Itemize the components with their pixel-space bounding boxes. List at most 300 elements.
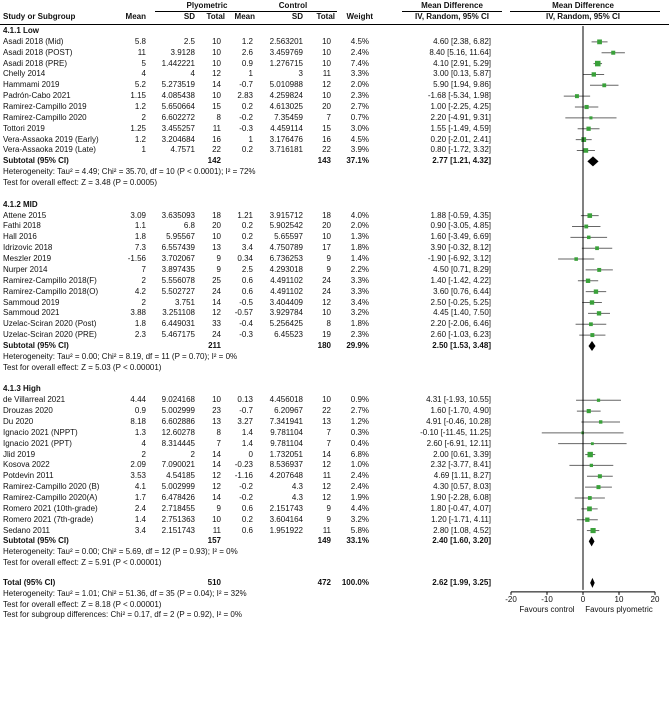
ctrl-sd: 3.716181 — [269, 145, 303, 155]
md-ci-text: 1.90 [-2.28, 6.08] — [430, 492, 491, 502]
ctrl-total: 22 — [322, 145, 331, 155]
plyo-mean: 2 — [141, 275, 146, 285]
ctrl-sd: 4.293018 — [269, 264, 303, 274]
study-name: Ignacio 2021 (NPPT) — [3, 427, 78, 437]
ctrl-mean: 1.21 — [237, 210, 253, 220]
ctrl-total: 22 — [322, 406, 331, 416]
plyo-mean: 3.88 — [130, 308, 146, 318]
md-ci-text: 2.20 [-4.91, 9.31] — [430, 112, 491, 122]
ctrl-total: 10 — [322, 308, 331, 318]
ctrl-sd: 7.35459 — [274, 112, 303, 122]
md-ci-text: 2.80 [1.08, 4.52] — [433, 525, 491, 535]
plyo-sd: 2 — [190, 449, 195, 459]
ctrl-mean: 0.2 — [241, 221, 253, 231]
effect-square — [591, 528, 596, 533]
effect-square — [598, 474, 602, 478]
plyo-mean: 2 — [141, 112, 146, 122]
plyo-sd: 5.650664 — [161, 102, 195, 112]
effect-square — [588, 496, 592, 500]
total-heterogeneity: Heterogeneity: Tau² = 1.01; Chi² = 51.36, df = 35 (P = 0.04); I² = 32% — [3, 588, 247, 598]
plyo-mean: 2 — [141, 449, 146, 459]
subgroup-title: 4.1.1 Low — [3, 26, 40, 35]
study-name: Ramirez-Campillo 2020(A) — [3, 492, 98, 502]
x-tick-label: -10 — [541, 594, 553, 604]
plyo-mean: 1.1 — [134, 221, 146, 231]
study-name: Ramirez-Campillo 2019 — [3, 102, 87, 112]
effect-square — [586, 279, 590, 283]
ctrl-total: 10 — [322, 36, 331, 46]
weight: 5.8% — [350, 525, 369, 535]
weight: 1.3% — [350, 232, 369, 242]
effect-square — [595, 61, 601, 67]
ctrl-total: 24 — [322, 275, 331, 285]
header-md-stat: Mean Difference — [421, 1, 483, 10]
ctrl-total: 10 — [322, 58, 331, 68]
study-name: Uzelac-Sciran 2020 (PRE) — [3, 330, 97, 340]
subtotal-ci-text: 2.77 [1.21, 4.32] — [432, 156, 491, 166]
plyo-total: 15 — [212, 102, 221, 112]
study-name: Drouzas 2020 — [3, 406, 53, 416]
plyo-total: 10 — [212, 58, 221, 68]
heterogeneity-text: Heterogeneity: Tau² = 0.00; Chi² = 8.19, df = 11 (P = 0.70); I² = 0% — [3, 351, 238, 361]
ctrl-mean: 2.83 — [237, 91, 253, 101]
col-weight: Weight — [346, 12, 373, 21]
weight: 2.4% — [350, 471, 369, 481]
plyo-total: 9 — [216, 254, 221, 264]
plyo-total: 33 — [212, 319, 221, 329]
plyo-total: 8 — [216, 112, 221, 122]
study-name: Ramirez-Campillo 2018(O) — [3, 286, 99, 296]
ctrl-total: 7 — [326, 112, 331, 122]
ctrl-mean: 1.4 — [241, 427, 253, 437]
ctrl-mean: 2.6 — [241, 47, 253, 57]
md-ci-text: 1.40 [-1.42, 4.22] — [430, 275, 491, 285]
plyo-sd: 5.95567 — [166, 232, 195, 242]
ctrl-sd: 5.256425 — [269, 319, 303, 329]
effect-square — [595, 246, 599, 250]
plyo-sd: 2.151743 — [161, 525, 195, 535]
ctrl-mean: -0.2 — [239, 482, 253, 492]
ctrl-mean: 1 — [248, 69, 253, 79]
weight: 3.2% — [350, 514, 369, 524]
ctrl-total: 20 — [322, 102, 331, 112]
ctrl-sd: 4.491102 — [270, 275, 303, 285]
plyo-mean: 1.7 — [134, 492, 146, 502]
plyo-mean: 0.9 — [134, 406, 146, 416]
ctrl-mean: 2.5 — [241, 264, 253, 274]
subtotal-ci-text: 2.50 [1.53, 3.48] — [432, 340, 491, 350]
subtotal-diamond — [587, 156, 598, 166]
plyo-sd: 9.024168 — [161, 395, 195, 405]
plyo-sd: 3.702067 — [161, 254, 195, 264]
effect-square — [587, 506, 592, 511]
subtotal-diamond — [589, 536, 595, 546]
ctrl-sd: 4.459114 — [270, 123, 303, 133]
md-ci-text: 0.20 [-2.01, 2.41] — [430, 134, 491, 144]
ctrl-total: 14 — [322, 449, 331, 459]
plyo-total: 7 — [216, 438, 221, 448]
ctrl-sd: 4.3 — [291, 482, 303, 492]
effect-square — [590, 333, 594, 337]
plyo-sd: 6.449031 — [161, 319, 195, 329]
study-name: Attene 2015 — [3, 210, 47, 220]
ctrl-sd: 4.491102 — [270, 286, 303, 296]
plyo-mean: 1.3 — [134, 427, 146, 437]
plyo-total: 11 — [212, 123, 221, 133]
subtotal-plyo-total: 142 — [207, 156, 221, 166]
md-ci-text: 0.90 [-3.05, 4.85] — [430, 221, 491, 231]
header-plyometric: Plyometric — [186, 1, 228, 10]
plyo-total: 12 — [212, 471, 221, 481]
ctrl-total: 12 — [322, 482, 331, 492]
ctrl-sd: 3.404409 — [269, 297, 303, 307]
md-ci-text: 1.20 [-1.71, 4.11] — [431, 514, 491, 524]
plyo-sd: 4.085438 — [161, 91, 195, 101]
md-ci-text: 5.90 [1.94, 9.86] — [433, 80, 491, 90]
plyo-total: 20 — [212, 221, 221, 231]
plyo-sd: 12.60278 — [161, 427, 195, 437]
weight: 2.7% — [350, 406, 369, 416]
study-name: de Villarreal 2021 — [3, 395, 66, 405]
effect-square — [597, 311, 601, 315]
weight: 3.3% — [350, 286, 369, 296]
md-ci-text: 8.40 [5.16, 11.64] — [429, 47, 491, 57]
weight: 7.4% — [350, 58, 369, 68]
ctrl-mean: 0.34 — [237, 254, 253, 264]
weight: 0.3% — [350, 427, 369, 437]
ctrl-mean: 3.4 — [241, 243, 253, 253]
study-name: Jlid 2019 — [3, 449, 36, 459]
effect-square — [592, 72, 596, 76]
effect-square — [591, 442, 594, 445]
weight: 1.2% — [350, 416, 369, 426]
effect-square — [596, 485, 600, 489]
ctrl-total: 16 — [322, 134, 331, 144]
ctrl-total: 17 — [322, 243, 331, 253]
plyo-mean: 2.09 — [130, 460, 146, 470]
plyo-sd: 5.002999 — [161, 482, 195, 492]
md-ci-text: 3.60 [0.76, 6.44] — [433, 286, 491, 296]
weight: 4.4% — [350, 503, 369, 513]
ctrl-total: 10 — [322, 47, 331, 57]
ctrl-sd: 5.902542 — [269, 221, 303, 231]
ctrl-sd: 4.259824 — [269, 91, 303, 101]
effect-square — [585, 105, 589, 109]
subtotal-weight: 33.1% — [346, 536, 369, 546]
study-name: Vera-Assaoka 2019 (Late) — [3, 145, 96, 155]
ctrl-mean: -0.2 — [239, 492, 253, 502]
col-mean-plyo: Mean — [125, 12, 146, 21]
weight: 1.8% — [350, 319, 369, 329]
ctrl-sd: 3.915712 — [269, 210, 303, 220]
ctrl-sd: 1.732051 — [269, 449, 303, 459]
plyo-total: 10 — [212, 36, 221, 46]
ctrl-mean: 0.6 — [241, 525, 253, 535]
plyo-total: 10 — [212, 514, 221, 524]
weight: 6.8% — [350, 449, 369, 459]
plyo-total: 10 — [212, 91, 221, 101]
weight: 4.5% — [350, 36, 369, 46]
ctrl-mean: -0.23 — [234, 460, 253, 470]
subgroup-title: 4.1.2 MID — [3, 199, 38, 209]
plyo-sd: 6.602886 — [161, 416, 195, 426]
plyo-total: 10 — [212, 232, 221, 242]
ctrl-total: 12 — [322, 297, 331, 307]
ctrl-mean: -1.16 — [234, 471, 253, 481]
study-name: Nurper 2014 — [3, 264, 48, 274]
plyo-mean: 1.25 — [130, 123, 146, 133]
plyo-total: 25 — [212, 275, 221, 285]
ctrl-total: 11 — [322, 525, 331, 535]
study-name: Du 2020 — [3, 416, 34, 426]
plyo-total: 14 — [212, 297, 221, 307]
md-ci-text: 0.80 [-1.72, 3.32] — [430, 145, 491, 155]
effect-square — [584, 225, 588, 229]
plyo-mean: 1.2 — [134, 102, 146, 112]
md-ci-text: 1.00 [-2.25, 4.25] — [430, 102, 491, 112]
ctrl-total: 24 — [322, 286, 331, 296]
ctrl-total: 7 — [326, 438, 331, 448]
plyo-sd: 3.635093 — [161, 210, 195, 220]
effect-square — [590, 464, 593, 467]
md-ci-text: 4.45 [1.40, 7.50] — [433, 308, 491, 318]
md-ci-text: 4.10 [2.91, 5.29] — [433, 58, 491, 68]
plyo-mean: 1 — [141, 145, 146, 155]
heterogeneity-text: Heterogeneity: Tau² = 0.00; Chi² = 5.69, df = 12 (P = 0.93); I² = 0% — [3, 547, 238, 557]
plyo-mean: 1.15 — [130, 91, 146, 101]
ctrl-sd: 3 — [298, 69, 303, 79]
study-name: Romero 2021 (10th-grade) — [3, 503, 98, 513]
subtotal-weight: 37.1% — [346, 156, 369, 166]
weight: 3.4% — [350, 297, 369, 307]
plyo-mean: 5 — [141, 58, 146, 68]
plyo-sd: 5.002999 — [161, 406, 195, 416]
subgroup-differences-test: Test for subgroup differences: Chi² = 0.17, df = 2 (P = 0.92), I² = 0% — [3, 610, 242, 620]
col-sd-ctrl: SD — [291, 12, 303, 21]
ctrl-mean: -0.7 — [239, 80, 253, 90]
plyo-total: 12 — [212, 69, 221, 79]
md-ci-text: 4.31 [-1.93, 10.55] — [426, 395, 491, 405]
ctrl-total: 10 — [322, 395, 331, 405]
plyo-total: 9 — [216, 264, 221, 274]
ctrl-total: 9 — [326, 254, 331, 264]
plyo-sd: 3.897435 — [161, 264, 195, 274]
ctrl-sd: 6.20967 — [274, 406, 303, 416]
subtotal-ctrl-total: 180 — [317, 340, 331, 350]
ctrl-mean: 0 — [248, 449, 253, 459]
plyo-sd: 3.204684 — [161, 134, 195, 144]
ctrl-total: 9 — [326, 514, 331, 524]
plyo-total: 10 — [212, 395, 221, 405]
plyo-sd: 1.442221 — [161, 58, 195, 68]
weight: 3.2% — [350, 308, 369, 318]
plyo-sd: 3.9128 — [170, 47, 195, 57]
ctrl-mean: -0.3 — [239, 123, 253, 133]
study-name: Fathi 2018 — [3, 221, 41, 231]
ctrl-mean: 1.4 — [241, 438, 253, 448]
weight: 2.3% — [350, 91, 369, 101]
plyo-total: 12 — [212, 482, 221, 492]
ctrl-sd: 9.781104 — [270, 438, 303, 448]
weight: 3.0% — [350, 123, 369, 133]
plyo-mean: 4.1 — [134, 482, 146, 492]
ctrl-mean: -0.4 — [239, 319, 253, 329]
ctrl-sd: 4.456018 — [269, 395, 303, 405]
md-ci-text: 4.91 [-0.46, 10.28] — [426, 416, 491, 426]
ctrl-mean: 0.2 — [241, 102, 253, 112]
total-label: Total (95% CI) — [3, 577, 56, 587]
ctrl-mean: 0.6 — [241, 286, 253, 296]
plyo-sd: 5.467175 — [161, 330, 195, 340]
plyo-sd: 6.557439 — [161, 243, 195, 253]
effect-square — [599, 420, 602, 423]
plyo-sd: 3.455257 — [161, 123, 195, 133]
subtotal-plyo-total: 157 — [207, 536, 221, 546]
plyo-total: 18 — [212, 210, 221, 220]
header-control: Control — [278, 1, 308, 10]
ctrl-total: 8 — [326, 319, 331, 329]
x-tick-label: 10 — [614, 594, 624, 604]
effect-square — [587, 409, 591, 413]
ctrl-mean: 1 — [248, 134, 253, 144]
plyo-sd: 3.751 — [174, 297, 195, 307]
ctrl-sd: 3.604164 — [269, 514, 303, 524]
ctrl-sd: 4.750789 — [269, 243, 303, 253]
md-ci-text: 4.30 [0.57, 8.03] — [433, 482, 491, 492]
plyo-sd: 8.314445 — [161, 438, 195, 448]
ctrl-sd: 3.459769 — [269, 47, 303, 57]
study-name: Meszler 2019 — [3, 254, 52, 264]
effect-square — [602, 83, 606, 87]
effect-square — [587, 213, 592, 218]
effect-square — [588, 452, 593, 457]
effect-square — [589, 322, 593, 326]
plyo-mean: 4.44 — [130, 395, 146, 405]
plyo-total: 14 — [212, 80, 221, 90]
ctrl-total: 18 — [322, 210, 331, 220]
col-mean-ctrl: Mean — [234, 12, 255, 21]
study-name: Ramirez-Campillo 2020 (B) — [3, 482, 100, 492]
ctrl-total: 11 — [322, 69, 331, 79]
ctrl-sd: 4.613025 — [269, 102, 303, 112]
ctrl-mean: 3.27 — [237, 416, 253, 426]
subtotal-label: Subtotal (95% CI) — [3, 536, 69, 546]
plyo-total: 9 — [216, 503, 221, 513]
ctrl-mean: 0.13 — [237, 395, 253, 405]
plyo-total: 11 — [212, 525, 221, 535]
subgroup-title: 4.1.3 High — [3, 384, 41, 394]
study-name: Sammoud 2019 — [3, 297, 60, 307]
weight: 0.9% — [350, 395, 369, 405]
study-name: Ramirez-Campillo 2020 — [3, 112, 87, 122]
total-weight: 100.0% — [341, 577, 369, 587]
effect-square — [597, 39, 602, 44]
plyo-mean: 3.4 — [134, 525, 146, 535]
plyo-mean: -1.56 — [127, 254, 146, 264]
ctrl-total: 10 — [322, 232, 331, 242]
total-ctrl: 472 — [317, 577, 331, 587]
ctrl-total: 10 — [322, 91, 331, 101]
ctrl-sd: 2.151743 — [269, 503, 303, 513]
ctrl-sd: 8.536937 — [269, 460, 303, 470]
weight: 2.2% — [350, 264, 369, 274]
weight: 2.0% — [350, 80, 369, 90]
heterogeneity-text: Heterogeneity: Tau² = 4.49; Chi² = 35.70, df = 10 (P < 0.0001); I² = 72% — [3, 167, 256, 177]
study-name: Potdevin 2011 — [3, 471, 54, 481]
plyo-mean: 2.4 — [134, 503, 146, 513]
x-tick-label: 0 — [580, 594, 586, 604]
favours-control-label: Favours control — [519, 604, 575, 614]
md-ci-text: -1.68 [-5.34, 1.98] — [427, 91, 491, 101]
weight: 2.0% — [350, 221, 369, 231]
overall-effect-test: Test for overall effect: Z = 3.48 (P = 0.0005) — [3, 178, 158, 188]
ctrl-mean: 0.2 — [241, 145, 253, 155]
ctrl-mean: 1.2 — [241, 36, 253, 46]
weight: 2.3% — [350, 330, 369, 340]
subtotal-plyo-total: 211 — [208, 340, 221, 350]
weight: 3.3% — [350, 69, 369, 79]
weight: 1.9% — [350, 492, 369, 502]
ctrl-total: 13 — [322, 416, 331, 426]
ctrl-sd: 6.736253 — [269, 254, 303, 264]
ctrl-sd: 6.45523 — [274, 330, 303, 340]
plyo-mean: 1.4 — [134, 514, 146, 524]
subtotal-ctrl-total: 143 — [317, 156, 331, 166]
effect-square — [611, 51, 615, 55]
weight: 0.4% — [350, 438, 369, 448]
md-ci-text: 2.60 [-6.91, 12.11] — [426, 438, 491, 448]
header-md-plot: Mean Difference — [552, 1, 614, 10]
md-ci-text: 3.00 [0.13, 5.87] — [433, 69, 491, 79]
ctrl-sd: 5.010988 — [269, 80, 303, 90]
weight: 4.5% — [350, 134, 369, 144]
study-name: Tottori 2019 — [3, 123, 45, 133]
plyo-sd: 4.54185 — [166, 471, 195, 481]
plyo-mean: 7 — [141, 264, 146, 274]
plyo-sd: 2.751363 — [161, 514, 195, 524]
total-plyo: 510 — [207, 577, 221, 587]
effect-square — [585, 518, 589, 522]
weight: 3.9% — [350, 145, 369, 155]
plyo-mean: 4.2 — [134, 286, 146, 296]
effect-square — [594, 289, 598, 293]
ctrl-sd: 9.781104 — [270, 427, 303, 437]
ctrl-total: 20 — [322, 221, 331, 231]
plyo-mean: 1.2 — [134, 134, 146, 144]
ctrl-mean: 0.2 — [241, 232, 253, 242]
md-ci-text: 4.50 [0.71, 8.29] — [433, 264, 491, 274]
ctrl-total: 12 — [322, 80, 331, 90]
md-ci-text: 1.60 [-3.49, 6.69] — [430, 232, 491, 242]
weight: 2.4% — [350, 47, 369, 57]
plyo-total: 13 — [212, 243, 221, 253]
md-ci-text: 3.90 [-0.32, 8.12] — [430, 243, 491, 253]
plyo-mean: 7.3 — [134, 243, 146, 253]
weight: 1.0% — [350, 460, 369, 470]
study-name: Romero 2021 (7th-grade) — [3, 514, 94, 524]
md-ci-text: 1.60 [-1.70, 4.90] — [430, 406, 491, 416]
study-name: Hammami 2019 — [3, 80, 60, 90]
ctrl-sd: 7.341941 — [269, 416, 303, 426]
ctrl-total: 12 — [322, 460, 331, 470]
plyo-sd: 6.602272 — [161, 112, 195, 122]
md-ci-text: 1.80 [-0.47, 4.07] — [430, 503, 491, 513]
md-ci-text: -0.10 [-11.45, 11.25] — [420, 427, 491, 437]
study-name: Ignacio 2021 (PPT) — [3, 438, 72, 448]
plyo-mean: 2 — [141, 297, 146, 307]
ctrl-total: 12 — [322, 492, 331, 502]
plyo-total: 10 — [212, 47, 221, 57]
